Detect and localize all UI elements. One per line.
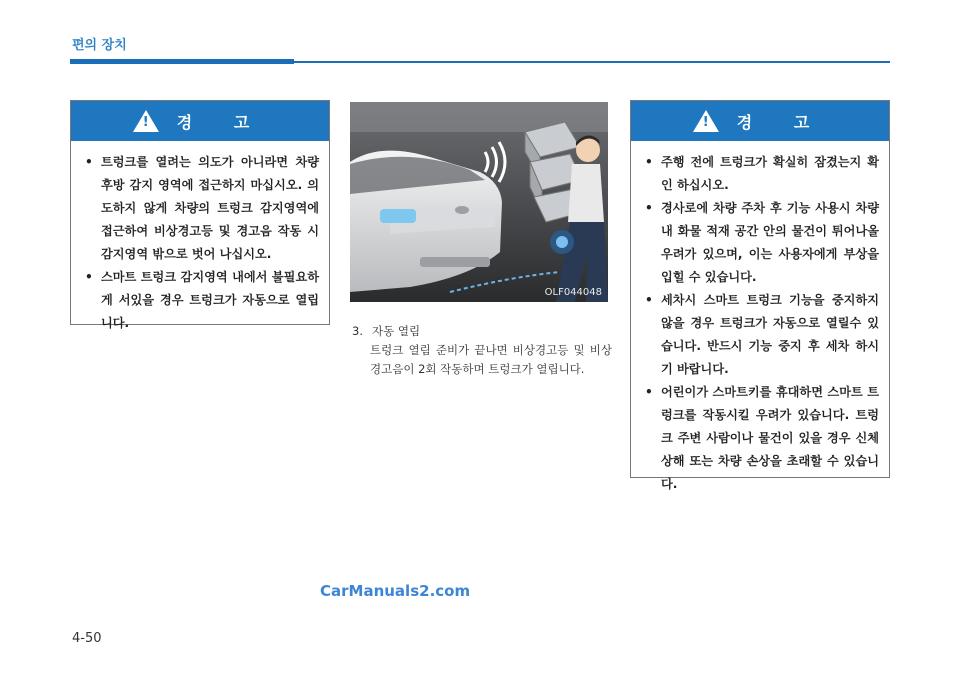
figure-code: OLF044048 bbox=[544, 287, 602, 298]
warning-list bbox=[631, 141, 889, 504]
warning-header bbox=[71, 101, 329, 141]
warning-list bbox=[71, 141, 329, 343]
warning-box-right bbox=[630, 100, 890, 491]
warning-item: • 경사로에 차량 주차 후 기능 사용시 차량내 화물 적재 공간 안의 물건이 튀어나올 우려가 있으며, 이는 사용자에게 부상을 입힐 수 있습니다. bbox=[645, 197, 879, 289]
step-heading: 자동 열림 bbox=[372, 324, 421, 338]
warning-title: 경 고 bbox=[176, 112, 268, 132]
warning-item: • 트렁크를 열려는 의도가 아니라면 차량 후방 감지 영역에 접근하지 마십시오. 의도하지 않게 차량의 트렁크 감지영역에 접근하여 비상경고등 및 경고음 작동 시 감지영역 밖으로 벗어 나십시오. bbox=[85, 151, 319, 266]
header-rule-thin bbox=[294, 61, 890, 63]
step-3 bbox=[352, 322, 612, 379]
section-title: 편의 장치 bbox=[72, 38, 127, 53]
warning-triangle-icon: ! bbox=[693, 110, 719, 132]
warning-item: • 어린이가 스마트키를 휴대하면 스마트 트렁크를 작동시킬 우려가 있습니다. 트렁크 주변 사람이나 물건이 있을 경우 신체 상해 또는 차량 손상을 초래할 수 있습니다. bbox=[645, 381, 879, 496]
warning-title: 경 고 bbox=[736, 112, 828, 132]
trunk-opening-illustration bbox=[350, 102, 608, 302]
warning-triangle-icon: ! bbox=[133, 110, 159, 132]
warning-item: • 주행 전에 트렁크가 확실히 잠겼는지 확인 하십시오. bbox=[645, 151, 879, 197]
car-person-illustration bbox=[350, 102, 608, 302]
warning-item: • 스마트 트렁크 감지영역 내에서 불필요하게 서있을 경우 트렁크가 자동으로 열립니다. bbox=[85, 266, 319, 335]
header-rule-thick bbox=[70, 59, 294, 64]
warning-header bbox=[631, 101, 889, 141]
watermark-link[interactable]: CarManuals2.com bbox=[320, 582, 471, 600]
warning-item: • 세차시 스마트 트렁크 기능을 중지하지 않을 경우 트렁크가 자동으로 열릴수 있습니다. 반드시 기능 중지 후 세차 하시기 바랍니다. bbox=[645, 289, 879, 381]
step-number: 3. bbox=[352, 324, 363, 338]
warning-box-left bbox=[70, 100, 330, 330]
page-number: 4-50 bbox=[72, 631, 102, 646]
step-body: 트렁크 열림 준비가 끝나면 비상경고등 및 비상 경고음이 2회 작동하며 트렁크가 열립니다. bbox=[370, 343, 612, 376]
